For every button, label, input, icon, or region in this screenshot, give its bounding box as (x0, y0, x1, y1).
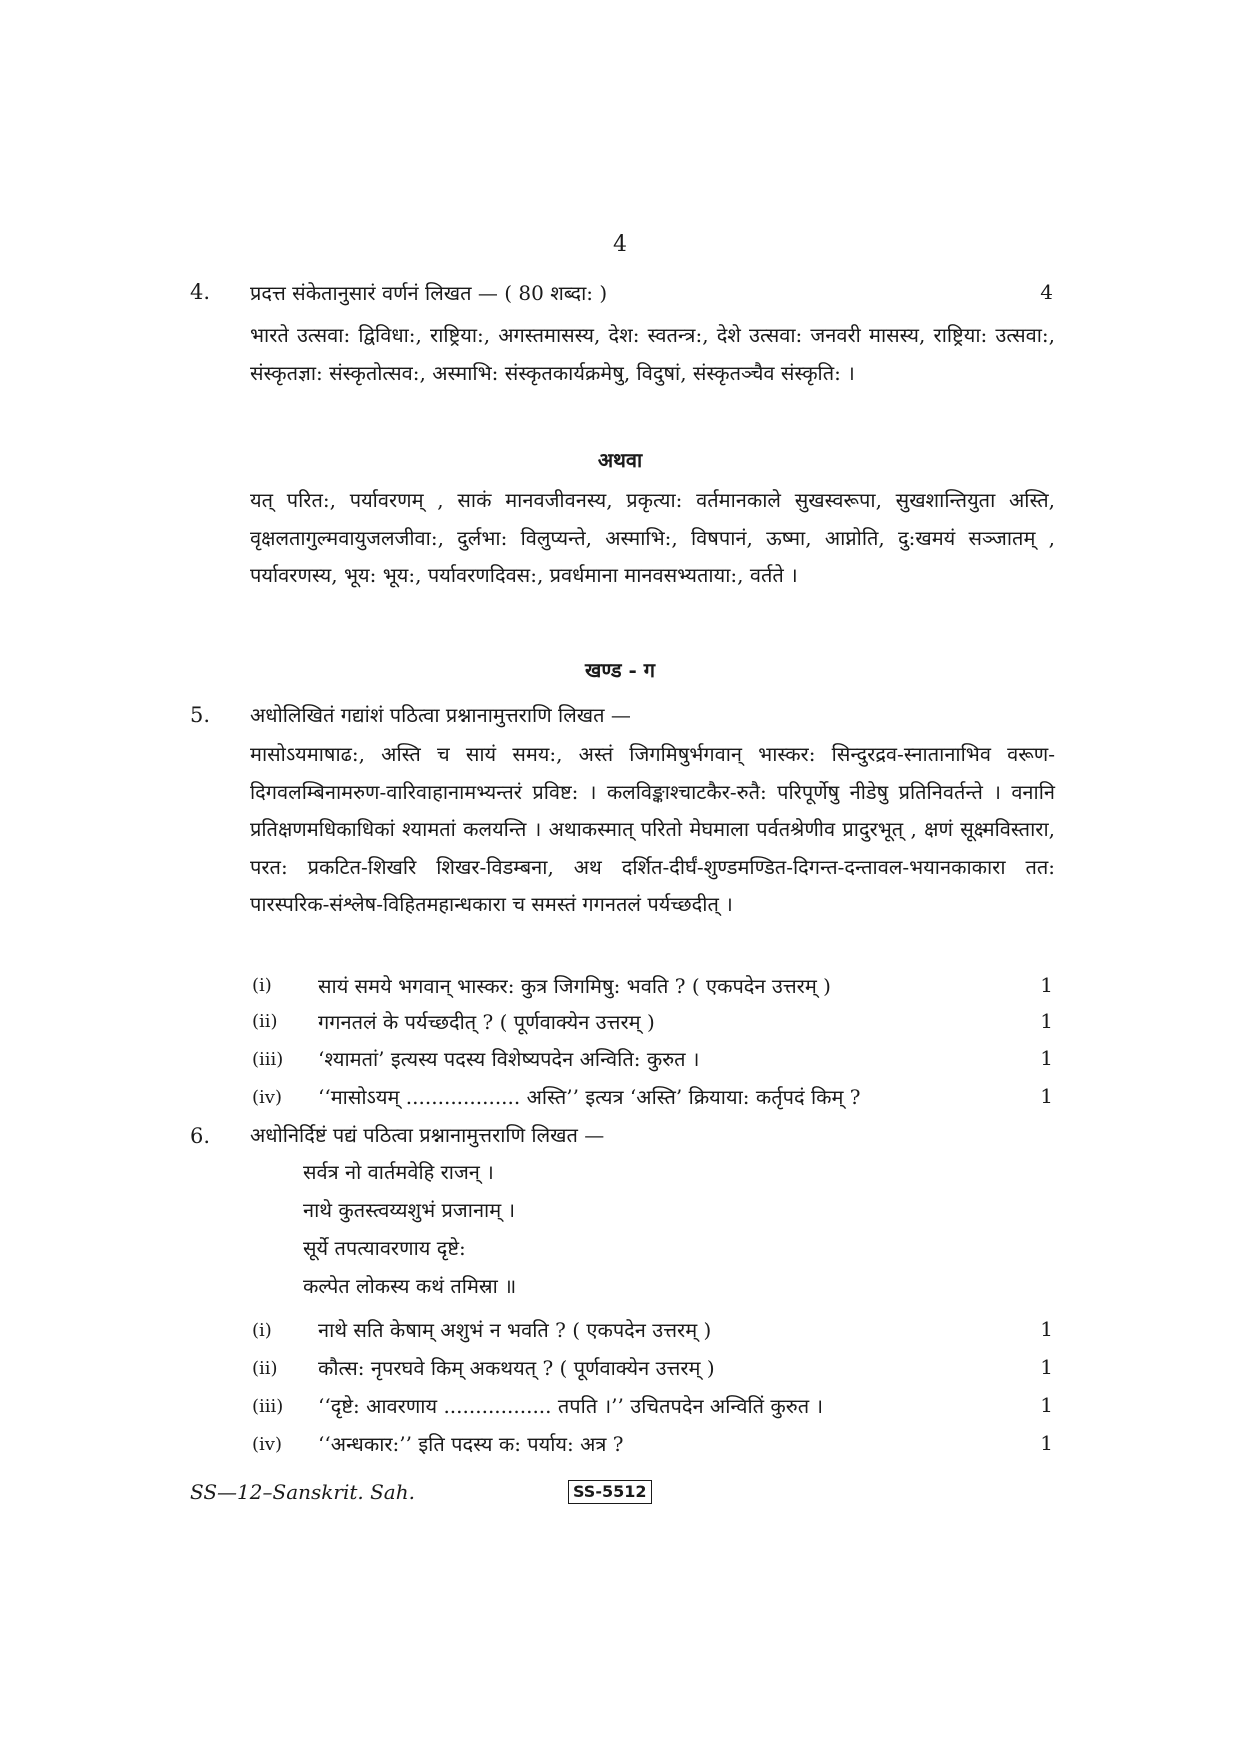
question-6-prompt: अधोनिर्दिष्टं पद्यं पठित्वा प्रश्नानामुत्तराणि लिखत — (250, 1123, 605, 1147)
page-number: 4 (613, 232, 627, 257)
q5-sub-marks: 1 (1040, 1009, 1053, 1033)
q6-sub-marks: 1 (1040, 1431, 1053, 1455)
q5-sub-marks: 1 (1040, 1046, 1053, 1070)
question-4-marks: 4 (1040, 280, 1053, 304)
verse-line: सर्वत्र नो वार्तमवेहि राजन् । (303, 1160, 494, 1184)
q5-sub-text: ‘‘मासोऽयम् .................. अस्ति’’ इत्यत्र ‘अस्ति’ क्रियाया: कर्तृपदं किम् ? (318, 1085, 861, 1109)
q5-sub-marks: 1 (1040, 973, 1053, 997)
verse-line: नाथे कुतस्त्वय्यशुभं प्रजानाम् । (303, 1198, 516, 1222)
q6-sub-label: (iii) (252, 1396, 284, 1417)
question-5-passage: मासोऽयमाषाढ:, अस्ति च सायं समय:, अस्तं जिगमिषुर्भगवान् भास्कर: सिन्दुरद्रव-स्नातानाभिव वरूण-दिगवलम्बिनामरुण-वारिवाहानामभ्यन्तरं प्रविष्ट: । कलविङ्काश्चाटकैर-रुतै: परिपूर्णेषु नीडेषु प्रतिनिवर्तन्ते । वनानि प्रतिक्षणमधिकाधिकां श्यामतां कलयन्ति । अथाकस्मात् परितो मेघमाला पर्वतश्रेणीव प्रादुरभूत् , क्षणं सूक्ष्मविस्तारा, परत: प्रकटित-शिखरि शिखर-विडम्बना, अथ दर्शित-दीर्घं-शुण्डमण्डित-दिगन्त-दन्तावल-भयानकाकारा तत: पारस्परिक-संश्लेष-विहितमहान्धकारा च समस्तं गगनतलं पर्यच्छदीत् । (250, 742, 1055, 916)
q6-sub-text: ‘‘दृष्टे: आवरणाय ................. तपति ।’’ उचितपदेन अन्वितिं कुरुत । (318, 1394, 824, 1418)
question-5-number: 5. (190, 703, 211, 727)
q5-sub-label: (iii) (252, 1049, 284, 1070)
q6-sub-marks: 1 (1040, 1355, 1053, 1379)
q5-sub-label: (iv) (252, 1087, 282, 1108)
q6-sub-marks: 1 (1040, 1393, 1053, 1417)
q5-sub-marks: 1 (1040, 1084, 1053, 1108)
or-heading: अथवा (597, 448, 643, 472)
q6-sub-label: (iv) (252, 1434, 282, 1455)
question-6-number: 6. (190, 1124, 211, 1148)
q5-sub-label: (ii) (252, 1011, 278, 1032)
q6-sub-text: कौत्स: नृपरघवे किम् अकथयत् ? ( पूर्णवाक्येन उत्तरम् ) (318, 1356, 715, 1380)
section-heading: खण्ड - ग (584, 658, 656, 682)
verse-line: कल्पेत लोकस्य कथं तमिस्रा ॥ (303, 1274, 517, 1298)
q6-sub-text: नाथे सति केषाम् अशुभं न भवति ? ( एकपदेन उत्तरम् ) (318, 1318, 712, 1342)
question-4-prompt: प्रदत्त संकेतानुसारं वर्णनं लिखत — ( 80 शब्दा: ) (250, 281, 608, 305)
verse-line: सूर्ये तपत्यावरणाय दृष्टे: (303, 1236, 466, 1260)
q5-sub-text: सायं समये भगवान् भास्कर: कुत्र जिगमिषु: भवति ? ( एकपदेन उत्तरम् ) (318, 974, 831, 998)
footer-subject: SS—12–Sanskrit. Sah. (190, 1480, 415, 1504)
q5-sub-text: गगनतलं के पर्यच्छदीत् ? ( पूर्णवाक्येन उत्तरम् ) (318, 1010, 655, 1034)
q6-sub-label: (ii) (252, 1358, 278, 1379)
footer-paper-code: SS-5512 (568, 1480, 652, 1504)
question-4-hints-a: भारते उत्सवा: द्विविधा:, राष्ट्रिया:, अगस्तमासस्य, देश: स्वतन्त्र:, देशे उत्सवा: जनवरी मासस्य, राष्ट्रिया: उत्सवा:, संस्कृतज्ञा: संस्कृतोत्सव:, अस्माभि: संस्कृतकार्यक्रमेषु, विदुषां, संस्कृतञ्चैव संस्कृति: । (250, 323, 1055, 385)
q5-sub-label: (i) (252, 975, 272, 996)
question-5-prompt: अधोलिखितं गद्यांशं पठित्वा प्रश्नानामुत्तराणि लिखत — (250, 703, 631, 727)
q6-sub-label: (i) (252, 1320, 272, 1341)
question-4-number: 4. (190, 280, 211, 304)
q5-sub-text: ‘श्यामतां’ इत्यस्य पदस्य विशेष्यपदेन अन्विति: कुरुत । (318, 1047, 700, 1071)
q6-sub-text: ‘‘अन्धकार:’’ इति पदस्य क: पर्याय: अत्र ? (318, 1432, 624, 1456)
q6-sub-marks: 1 (1040, 1317, 1053, 1341)
question-4-hints-b: यत् परित:, पर्यावरणम् , साकं मानवजीवनस्य, प्रकृत्या: वर्तमानकाले सुखस्वरूपा, सुखशान्तियुता अस्ति, वृक्षलतागुल्मवायुजलजीवा:, दुर्लभा: विलुप्यन्ते, अस्माभि:, विषपानं, ऊष्मा, आप्नोति, दु:खमयं सञ्जातम् , पर्यावरणस्य, भूय: भूय:, पर्यावरणदिवस:, प्रवर्धमाना मानवसभ्यताया:, वर्तते । (250, 488, 1055, 587)
